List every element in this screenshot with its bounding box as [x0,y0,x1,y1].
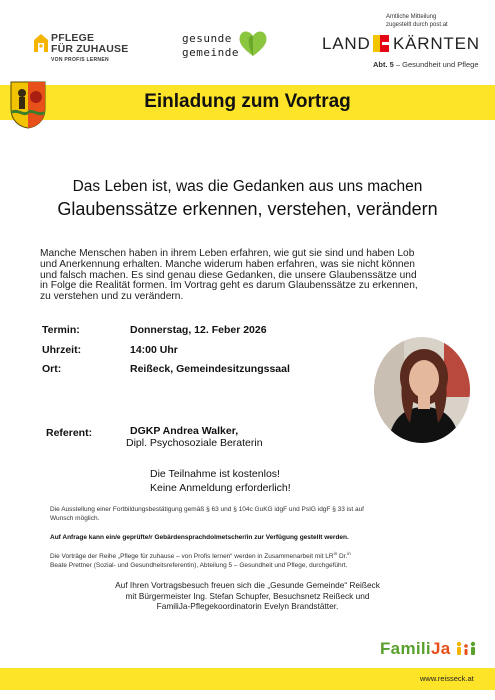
pflege-fuer-zuhause-logo [34,32,134,70]
land-kaernten-logo [322,34,482,54]
official-notice-line1: Amtliche Mitteilung [386,14,437,20]
series-note-line1 [50,549,470,561]
speaker-portrait-icon [374,337,470,443]
subtitle-topic: Glaubenssätze erkennen, verstehen, verändern [57,199,438,219]
familija-logo [380,639,477,659]
referent-label: Referent: [46,427,93,439]
series-note-sup2: in [347,551,351,556]
series-note-line2: Beate Prettner (Sozial- und Gesundheitsreferentin), Abteilung 5 – Gesundheit und Pflege, durchgeführt. [50,562,348,570]
pflege-logo-line1: PFLEGE [51,32,95,44]
gesunde-gemeinde-line2: gemeinde [182,46,239,59]
footer-url[interactable]: www.reisseck.at [420,674,474,683]
speaker-photo [374,337,470,443]
closing-line: FamiliJa-Pflegekoordinatorin Evelyn Brandstätter. [156,601,339,611]
department-number: Abt. 5 [373,60,394,69]
closing-line: Auf Ihren Vortragsbesuch freuen sich die „Gesunde Gemeinde“ Reißeck [115,580,380,590]
series-note-sup1: in [333,551,338,556]
free-admission [150,467,291,495]
termin-label: Termin: [42,324,80,336]
official-notice [386,13,486,29]
page-title: Einladung zum Vortrag [144,91,351,112]
referent-name: DGKP Andrea Walker, [130,425,239,437]
interpreter-note: Auf Anfrage kann ein/e geprüfte/r Gebärdensprachdolmetscher/in zur Verfügung gestellt werden. [50,534,349,541]
certificate-note [50,505,470,523]
intro-line: Manche Menschen haben in ihrem Leben erfahren, wie gut sie sind und haben Lob [40,248,415,259]
intro-line: und Anerkennung erhalten. Manche widerum haben erfahren, was sie nicht können [40,258,415,270]
family-figures-icon [455,640,477,656]
series-note-dr: Dr. [337,553,348,561]
department-label [373,60,479,69]
certificate-note-line2: Wunsch möglich. [50,515,100,522]
uhrzeit-value: 14:00 Uhr [130,344,178,356]
pflege-logo-line2: FÜR ZUHAUSE [51,43,129,55]
uhrzeit-label: Uhrzeit: [42,344,82,356]
intro-line: und falsch machen. Es sind genau diese Gedanken, die unsere Glaubenssätze und [40,269,417,281]
referent-title: Dipl. Psychosoziale Beraterin [126,437,263,449]
closing-text [0,580,495,612]
coat-of-arms-icon [10,81,46,129]
gesunde-gemeinde-line1: gesunde [182,32,232,45]
kaernten-flag-icon [373,35,389,52]
closing-line: mit Bürgermeister Ing. Stefan Schupfer, Besuchsnetz Reißeck und [125,590,370,601]
subtitle-quote: Das Leben ist, was die Gedanken aus uns machen [72,178,423,195]
intro-line: zu verstehen und zu verändern. [40,291,184,303]
familija-part2: Ja [430,639,451,658]
free-admission-line1: Die Teilnahme ist kostenlos! [150,468,280,480]
intro-line: in Folge die Realität formen. Im Vortrag geht es darum Glaubenssätze zu erkennen, [40,280,418,292]
house-icon [34,34,48,52]
pflege-logo-line3: VON PROFIS LERNEN [51,57,109,63]
ort-value: Reißeck, Gemeindesitzungssaal [130,363,290,375]
free-admission-line2: Keine Anmeldung erforderlich! [150,482,291,494]
intro-paragraph [40,249,472,303]
certificate-note-line1: Die Ausstellung einer Fortbildungsbestätigung gemäß § 63 und § 104c GuKG idgF und PsIG idgF § 33 ist auf [50,506,364,513]
termin-value: Donnerstag, 12. Feber 2026 [130,324,267,336]
series-note-text: Die Vorträge der Reihe „Pflege für zuhause – von Profis lernen“ werden in Zusammenarbeit mit LR [50,553,334,561]
series-note [50,549,470,570]
gesunde-gemeinde-logo [182,30,272,62]
ort-label: Ort: [42,363,62,375]
department-name: – Gesundheit und Pflege [393,60,479,69]
heart-icon [238,30,268,58]
land-word: LAND [322,34,371,53]
official-notice-line2: zugestellt durch post.at [386,22,448,28]
kaernten-word: KÄRNTEN [393,34,480,53]
familija-part1: Famili [380,639,431,658]
